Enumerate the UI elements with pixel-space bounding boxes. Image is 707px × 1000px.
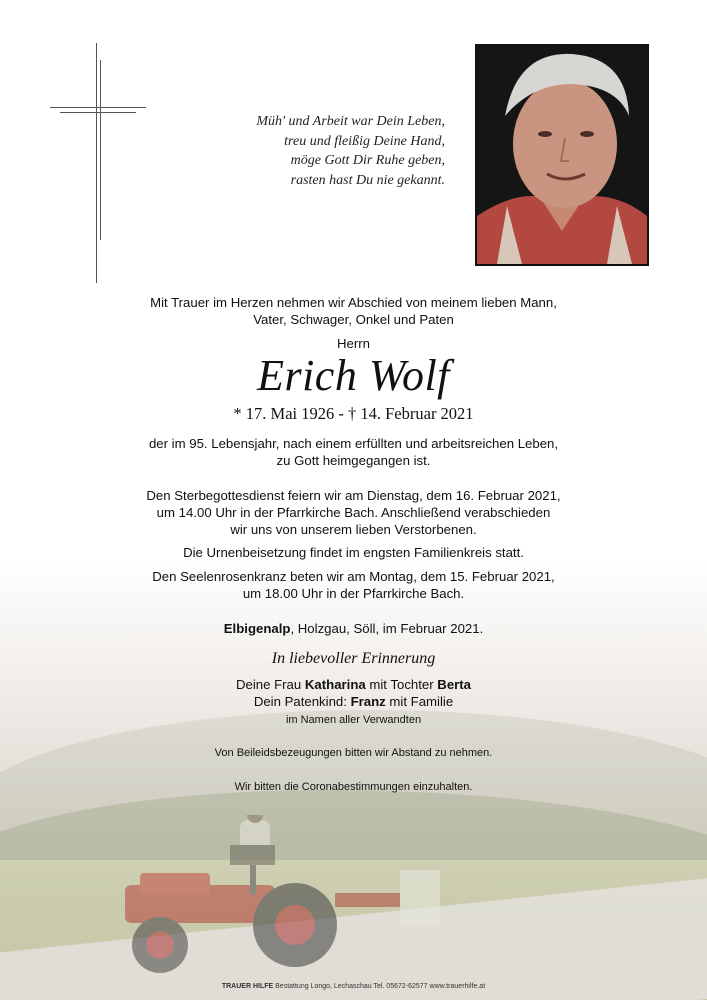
poem-line: möge Gott Dir Ruhe geben, — [290, 153, 445, 168]
poem — [210, 112, 445, 190]
service-line: wir uns von unserem lieben Verstorbenen. — [230, 522, 477, 537]
rosary-line: Den Seelenrosenkranz beten wir am Montag, dem 15. Februar 2021, — [152, 569, 555, 584]
deceased-name: Erich Wolf — [257, 351, 450, 400]
portrait-photo — [475, 44, 649, 266]
tractor-image — [100, 815, 460, 995]
mourners-text: Dein Patenkind: — [253, 694, 351, 709]
mourner-name: Berta — [437, 677, 472, 692]
passing-line: der im 95. Lebensjahr, nach einem erfüllten und arbeitsreichen Leben, — [148, 436, 559, 451]
urn-burial: Die Urnenbeisetzung findet im engsten Familienkreis statt. — [183, 545, 524, 560]
service-line: um 14.00 Uhr in der Pfarrkirche Bach. Anschließend verabschieden — [156, 505, 551, 520]
passing-line: zu Gott heimgegangen ist. — [276, 453, 431, 468]
corona-note: Wir bitten die Coronabestimmungen einzuhalten. — [234, 781, 473, 793]
poem-line: treu und fleißig Deine Hand, — [284, 133, 445, 149]
mourners-line — [0, 693, 707, 711]
mourners-line — [0, 676, 707, 694]
mourner-name: Franz — [350, 694, 386, 709]
life-dates: * 17. Mai 1926 - † 14. Februar 2021 — [233, 404, 474, 423]
footer-text: Bestattung Longo, Lechaschau Tel. 05672-62577 www.trauerhilfe.at — [273, 983, 486, 990]
footer-brand: TRAUER HILFE — [221, 983, 274, 990]
poem-line: rasten hast Du nie gekannt. — [290, 172, 445, 188]
poem-line: Müh' und Arbeit war Dein Leben, — [256, 114, 445, 129]
place-rest: , Holzgau, Söll, im Februar 2021. — [290, 621, 484, 636]
mourners-text: Deine Frau — [235, 677, 305, 692]
memory-heading: In liebevoller Erinnerung — [271, 650, 436, 667]
rosary-line: um 18.00 Uhr in der Pfarrkirche Bach. — [242, 586, 465, 601]
place-date — [0, 620, 707, 638]
intro-line: Vater, Schwager, Onkel und Paten — [253, 312, 454, 327]
mourners-text: mit Tochter — [365, 677, 438, 692]
place-bold: Elbigenalp — [223, 621, 291, 636]
footer — [0, 983, 707, 990]
relatives-line: im Namen aller Verwandten — [285, 714, 422, 726]
condolences-note: Von Beileidsbezeugungen bitten wir Abstand zu nehmen. — [214, 747, 493, 759]
intro-line: Mit Trauer im Herzen nehmen wir Abschied von meinem lieben Mann, — [150, 295, 557, 310]
service-line: Den Sterbegottesdienst feiern wir am Dienstag, dem 16. Februar 2021, — [146, 488, 561, 503]
salutation: Herrn — [337, 336, 370, 351]
mourners-text: mit Familie — [385, 694, 454, 709]
mourner-name: Katharina — [304, 677, 366, 692]
